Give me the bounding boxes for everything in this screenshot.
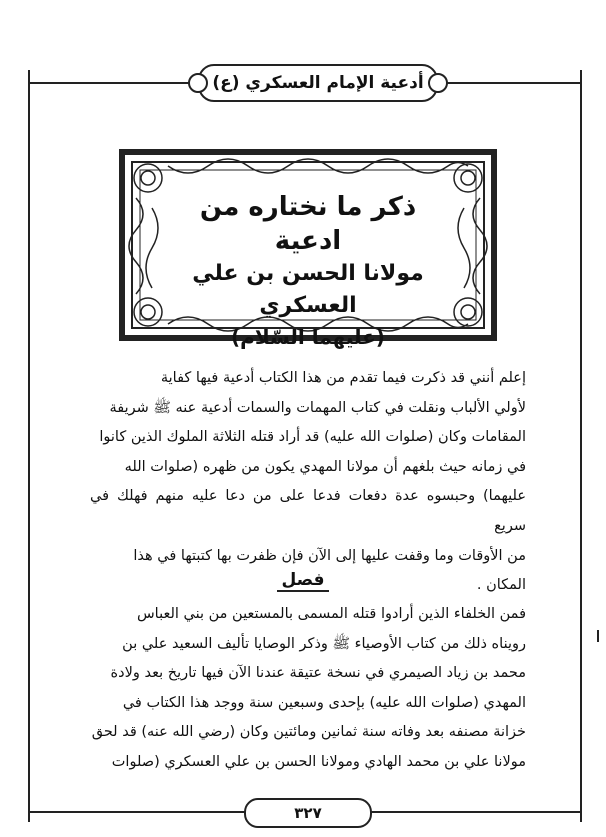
text-line: لأولي الألباب ونقلت في كتاب المهمات والسمات أدعية عنه ﷺ شريفة [109,399,526,416]
text-line: مولانا علي بن محمد الهادي ومولانا الحسن بن علي العسكري (صلوات [111,753,526,770]
text-line: محمد بن زياد الصيمري في نسخة عتيقة عندنا الآن فيها تاريخ بعد ولادة [110,665,526,682]
section-heading-text: فصل [277,570,328,592]
running-header [198,64,438,102]
margin-mark [597,630,599,642]
running-header-title: أدعية الإمام العسكري (ع) [212,73,424,93]
text-line: فمن الخلفاء الذين أرادوا قتله المسمى بالمستعين من بني العباس [136,606,526,622]
ornamental-title-frame [118,148,498,349]
text-line: في زمانه حيث بلغهم أن مولانا المهدي يكون من ظهره (صلوات الله [124,458,526,475]
text-line: إعلم أنني قد ذكرت فيما تقدم من هذا الكتاب أدعية فيها كفاية [160,370,526,386]
chapter-title-line1: ذكر ما نختاره من ادعية [199,192,417,256]
chapter-title-line3: (عليهما السّلام) [231,325,385,349]
page-number-box [244,798,372,828]
section-heading [0,570,606,590]
paragraph-section [90,600,526,778]
page-number: ٣٢٧ [294,804,322,822]
text-line: عليهما) وحبسوه عدة دفعات فدعا على من دعا عليه منهم فهلك في سريع [90,488,526,534]
text-line: المكان . [476,577,526,594]
text-line: من الأوقات وما وقفت عليها إلى الآن فإن ظفرت بها كتبتها في هذا [133,547,526,564]
chapter-title-line2: مولانا الحسن بن علي العسكري [192,261,424,318]
text-line: رويناه ذلك من كتاب الأوصياء ﷺ وذكر الوصايا تأليف السعيد علي بن [122,635,526,652]
text-line: المهدي (صلوات الله عليه) بإحدى وسبعين سنة ووجد هذا الكتاب في [122,694,526,711]
text-line: المقامات وكان (صلوات الله عليه) قد أراد قتله الثلاثة الملوك الذين كانوا [99,429,526,446]
text-line: خزانة مصنفه بعد وفاته سنة ثمانين ومائتين وكان (رضي الله عنه) قد لحق [91,724,526,741]
paragraph-intro [90,364,526,601]
